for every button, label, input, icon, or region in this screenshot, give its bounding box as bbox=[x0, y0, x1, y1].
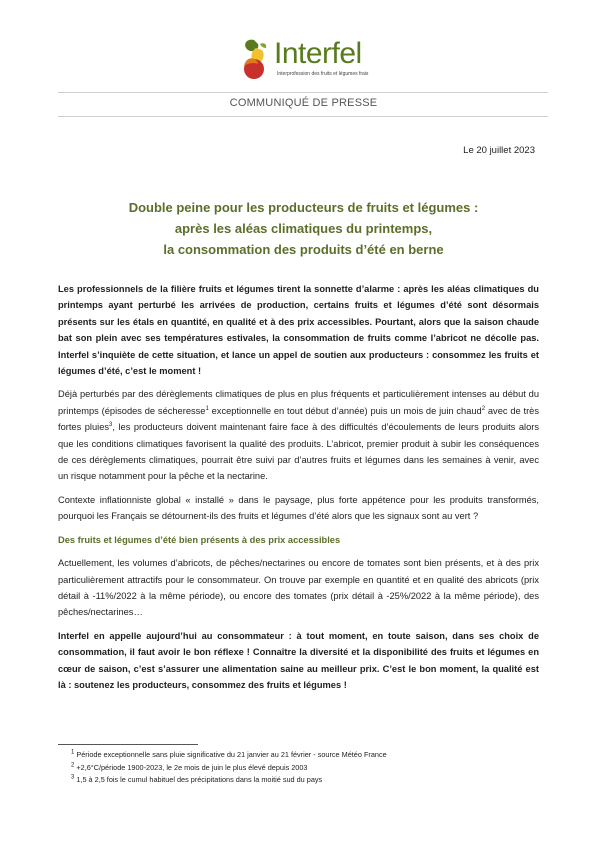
header-rule-top bbox=[58, 92, 548, 93]
title-line-1: Double peine pour les producteurs de fruits et légumes : bbox=[128, 200, 479, 215]
release-date: Le 20 juillet 2023 bbox=[463, 145, 535, 156]
context-paragraph bbox=[58, 386, 539, 484]
footnotes bbox=[71, 749, 387, 787]
press-body bbox=[58, 281, 539, 700]
context-text-b: exceptionnelle en tout début d’année) puis un mois de juin chaud bbox=[208, 405, 482, 416]
footnote-ref-1: 1 bbox=[205, 405, 209, 412]
footnote-divider bbox=[58, 744, 198, 745]
press-label: COMMUNIQUÉ DE PRESSE bbox=[229, 97, 378, 109]
footnote-1: $^1$ Période exceptionnelle sans pluie significative du 21 janvier au 21 février - source Météo France bbox=[71, 749, 387, 759]
section-subheading: Des fruits et légumes d’été bien présents à des prix accessibles bbox=[58, 534, 341, 545]
brand-name: Interfel bbox=[274, 37, 362, 70]
title-line-2: après les aléas climatiques du printemps, bbox=[174, 221, 433, 236]
footnote-3: $^3$ 1,5 à 2,5 fois le cumul habituel des précipitations dans la moitié sud du pays bbox=[71, 774, 323, 785]
context-text-a: Déjà perturbés par des dérèglements climatiques de plus en plus fréquents et particulièrement intenses au début du printemps (épisodes de sécheresse bbox=[58, 389, 539, 416]
context-text-d: , les producteurs doivent maintenant faire face à des difficultés d’écoulements de leurs produits alors que les conditions climatiques favorisent la qualité des produits. L’abricot, premier produit à subir les conséquences de ces dérèglements climatiques, pourrait être suivi par d’autres fruits et légumes dans les semaines à venir, avec un risque notamment pour la pêche et la nectarine. bbox=[58, 422, 539, 482]
intro-paragraph: Les professionnels de la filière fruits et légumes tirent la sonnette d’alarme : après les aléas climatiques du printemps ayant perturbé les arrivées de production, certains fruits et légumes d’été sont désormais présents sur les étals en quantité, en qualité et à des prix accessibles. Pourtant, alors que la saison chaude bat son plein avec ses températures estivales, la consommation de fruits comme l’abricot ne décolle pas. Interfel s’inquiète de cette situation, et lance un appel de soutien aux producteurs : consommez les fruits et légumes d’été, c’est le moment ! bbox=[58, 284, 539, 377]
prices-paragraph: Actuellement, les volumes d’abricots, de pêches/nectarines ou encore de tomates sont bien présents, et à des prix particulièrement attractifs pour le consommateur. On trouve par exemple en quantité et en qualité des abricots (prix détail à -11%/2022 à la même période), ou encore des tomates (prix détail à -25%/2022 à la même période), des pêches/nectarines… bbox=[58, 558, 539, 618]
brand-tagline: Interprofession des fruits et légumes frais bbox=[277, 71, 369, 77]
title-line-3: la consommation des produits d’été en berne bbox=[163, 242, 444, 257]
press-title bbox=[40, 197, 567, 260]
footnote-ref-3: 3 bbox=[109, 422, 113, 429]
context-text-c: avec de très fortes pluies bbox=[58, 405, 539, 433]
conclusion-paragraph: Interfel en appelle aujourd’hui au consommateur : à tout moment, en toute saison, dans ses choix de consommation, il faut avoir le bon réflexe ! Connaître la diversité et la disponibilité des fruits et légumes en cœur de saison, c’est s’assurer une alimentation saine au meilleur prix. C’est le bon moment, la qualité est là : soutenez les producteurs, consommez des fruits et légumes ! bbox=[58, 630, 539, 690]
header-rule-bottom bbox=[58, 116, 548, 117]
fruit-logo-icon bbox=[236, 36, 272, 82]
inflation-paragraph: Contexte inflationniste global « installé » dans le paysage, plus forte appétence pour les produits transformés, pourquoi les Français se détournent-ils des fruits et légumes d’été alors que les signaux sont au vert ? bbox=[58, 494, 539, 522]
interfel-logo bbox=[236, 36, 386, 84]
footnote-ref-2: 2 bbox=[481, 405, 486, 412]
footnote-2: $^2$ +2,6°C/période 1900-2023, le 2e mois de juin le plus élevé depuis 2003 bbox=[71, 762, 308, 772]
